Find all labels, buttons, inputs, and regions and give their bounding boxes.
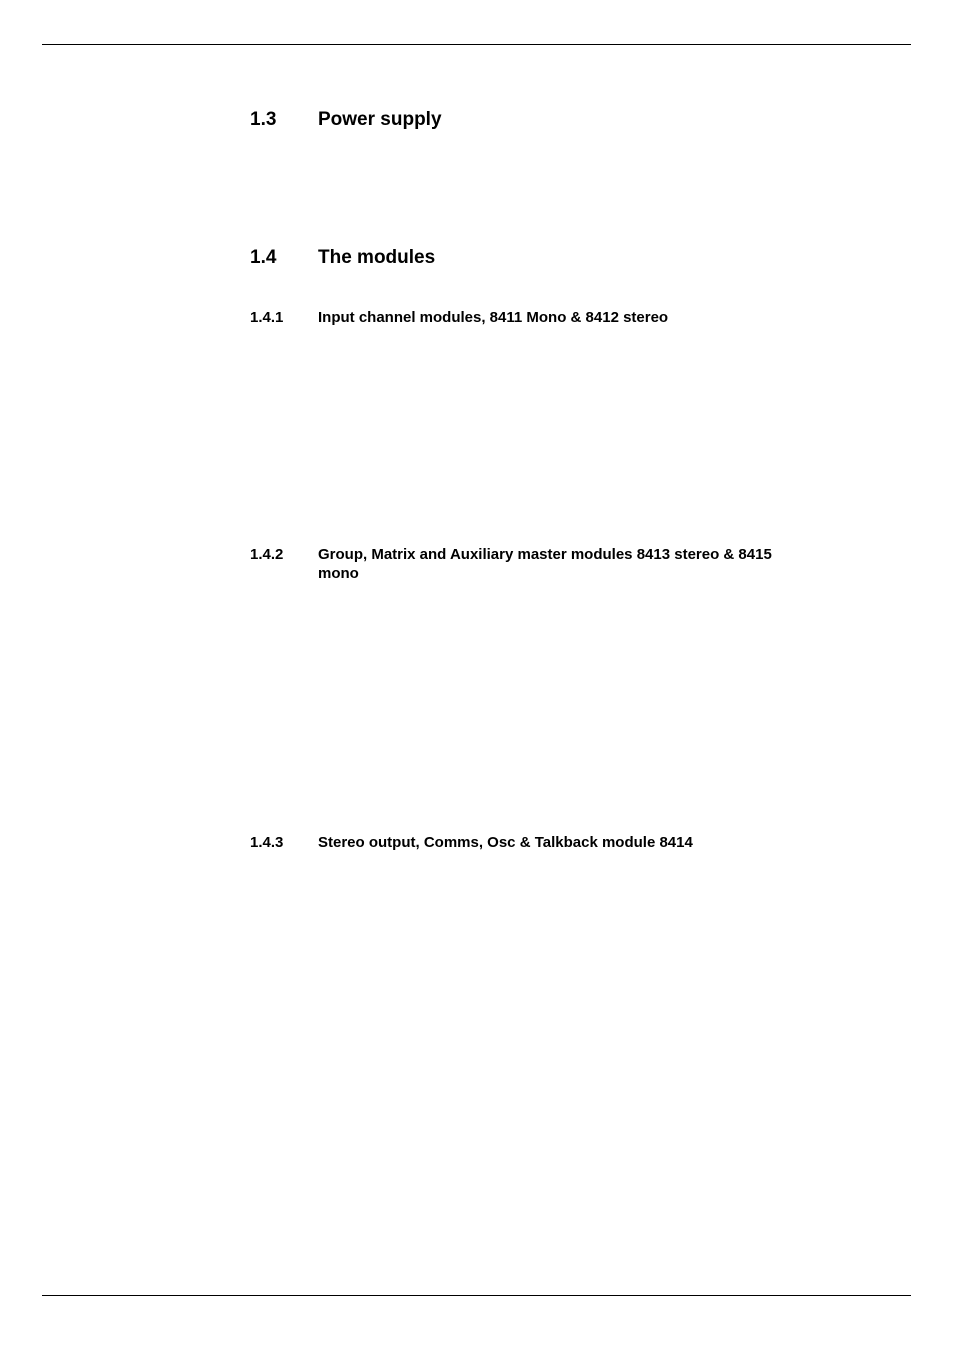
section-title: Power supply bbox=[318, 109, 442, 130]
subsection-title: Group, Matrix and Auxiliary master modules 8413 stereo & 8415 mono bbox=[318, 546, 772, 582]
subsection-number: 1.4.1 bbox=[250, 309, 284, 326]
subsection-title: Stereo output, Comms, Osc & Talkback module 8414 bbox=[318, 834, 693, 851]
section-number: 1.4 bbox=[250, 247, 277, 268]
section-heading-1-3 bbox=[250, 109, 442, 131]
subsection-heading-1-4-3 bbox=[250, 833, 693, 852]
section-number: 1.3 bbox=[250, 109, 277, 130]
subsection-heading-1-4-2 bbox=[250, 545, 810, 583]
subsection-number: 1.4.3 bbox=[250, 834, 284, 851]
subsection-heading-1-4-1 bbox=[250, 308, 668, 327]
section-title: The modules bbox=[318, 247, 436, 268]
subsection-number: 1.4.2 bbox=[250, 546, 284, 563]
footer-rule bbox=[42, 1295, 911, 1296]
section-heading-1-4 bbox=[250, 247, 435, 269]
subsection-title: Input channel modules, 8411 Mono & 8412 stereo bbox=[318, 309, 669, 326]
header-rule bbox=[42, 44, 911, 45]
